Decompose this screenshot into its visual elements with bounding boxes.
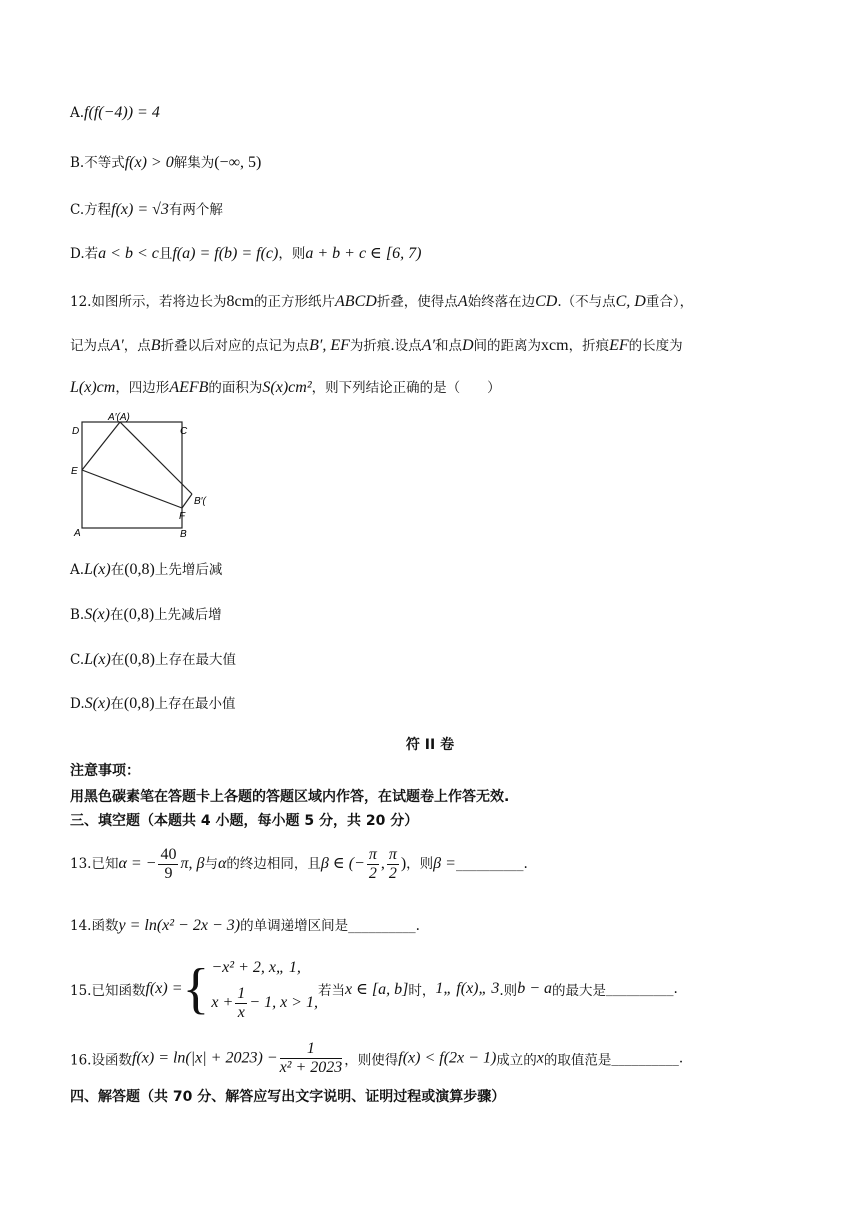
option-label: A. — [70, 562, 85, 578]
math-expression: xcm — [541, 337, 569, 354]
answer-blank[interactable]: __________ — [348, 918, 416, 934]
math-expression: CD — [535, 293, 558, 310]
stem-text: 和点 — [434, 338, 462, 354]
stem-text: 时， — [408, 983, 436, 999]
math-expression: ABCD — [335, 293, 377, 310]
option-text: 在 — [110, 562, 125, 578]
option-label: C. — [70, 652, 85, 668]
stem-text: 折叠，使得点 — [376, 294, 458, 310]
math-expression: f(x) = — [145, 980, 183, 997]
option-text: 上存在最大值 — [154, 652, 236, 668]
math-expression: π, β — [180, 855, 205, 872]
folding-square-figure — [66, 412, 216, 540]
math-expression: f(x) < f(2x − 1) — [398, 1049, 497, 1067]
stem-text: . — [678, 1050, 684, 1067]
option-label: A. — [70, 105, 85, 121]
math-expression: D — [461, 337, 474, 354]
stem-text: 成立的 — [496, 1052, 537, 1069]
stem-text: ，则 — [406, 856, 434, 872]
left-brace: { — [182, 958, 210, 1020]
math-expression: C, D — [615, 293, 646, 310]
math-expression: (0,8) — [123, 606, 155, 623]
stem-text: 的正方形纸片 — [254, 294, 336, 310]
fraction-denominator: x — [237, 1003, 245, 1021]
math-expression: f(x) = ln(|x| + 2023) − — [131, 1049, 278, 1067]
label-C: C — [180, 426, 188, 437]
part3-title: 三、填空题（本题共 4 小题，每小题 5 分，共 20 分） — [70, 813, 419, 829]
stem-text: 的最大是 — [551, 983, 606, 999]
label-A: A — [74, 528, 81, 539]
q16 — [70, 1040, 683, 1077]
fraction — [367, 846, 379, 883]
stem-text: 的单调递增区间是 — [240, 918, 349, 934]
stem-text: . — [415, 918, 420, 934]
q11-option-a — [70, 104, 160, 122]
math-expression: x + — [211, 994, 234, 1011]
math-expression: L(x) — [84, 561, 111, 578]
fraction-numerator: 1 — [237, 984, 246, 1002]
math-expression: − 1, x > 1, — [249, 994, 318, 1011]
math-expression: 1„ f(x)„ 3 — [435, 980, 500, 997]
piecewise-case-2 — [211, 984, 318, 1022]
q11-option-b — [70, 151, 261, 172]
q12-option-c — [70, 648, 236, 669]
q12-option-b — [70, 603, 222, 624]
option-text: 上先增后减 — [154, 562, 223, 578]
answer-blank[interactable]: __________ — [455, 856, 524, 872]
math-expression: S(x)cm² — [262, 379, 312, 396]
answer-blank[interactable]: __________ — [605, 981, 674, 997]
stem-text: 与 — [204, 856, 218, 872]
math-expression: , — [380, 855, 385, 872]
section-title: 符 II 卷 — [405, 737, 455, 753]
piecewise-cases — [211, 956, 318, 1022]
stem-text: 为折痕.设点 — [349, 338, 422, 354]
q12-option-a — [70, 558, 222, 579]
option-label: C.方程 — [70, 202, 112, 218]
option-label: D.若 — [70, 246, 99, 262]
math-expression: (0,8) — [124, 651, 155, 668]
q12-option-d — [70, 692, 236, 713]
math-expression: A — [457, 293, 468, 310]
q11-option-c — [70, 198, 223, 219]
math-expression: a + b + c ∈ [6, 7) — [305, 245, 422, 262]
math-expression: α = − — [118, 855, 157, 872]
stem-text: 若当 — [317, 983, 345, 999]
math-expression: B′, EF — [309, 337, 350, 354]
math-expression: b − a — [517, 980, 552, 997]
option-text: 在 — [109, 607, 124, 623]
fraction — [280, 1040, 343, 1077]
stem-text: ，则下列结论正确的是（ ） — [311, 380, 501, 396]
fraction-numerator: 1 — [280, 1040, 343, 1059]
math-expression: x — [536, 1049, 544, 1067]
math-expression: S(x) — [84, 695, 111, 712]
math-expression: (0,8) — [124, 561, 155, 578]
fraction-numerator: 40 — [160, 846, 177, 863]
math-expression: f(x) > 0 — [124, 154, 174, 171]
label-B-prime: B′( — [194, 496, 206, 507]
stem-text: . — [523, 856, 528, 872]
math-expression: A′ — [421, 337, 435, 354]
label-F: F — [179, 511, 186, 522]
math-expression: A′ — [110, 337, 124, 354]
stem-text: 16.设函数 — [70, 1052, 132, 1069]
math-expression: f(x) = √3 — [111, 201, 169, 218]
option-text: 解集为 — [173, 155, 215, 171]
stem-text: ，四边形 — [115, 380, 170, 396]
option-text: 在 — [110, 696, 124, 712]
stem-text: 15.已知函数 — [70, 983, 146, 999]
q13 — [70, 846, 528, 883]
stem-text: 的长度为 — [628, 338, 683, 354]
math-expression: α — [217, 855, 227, 872]
option-text: 上先减后增 — [154, 607, 222, 623]
option-text: 在 — [110, 652, 125, 668]
fraction — [158, 846, 178, 883]
math-expression: β = — [433, 855, 456, 872]
stem-text: . — [673, 981, 678, 997]
stem-text: 14.函数 — [70, 918, 119, 934]
math-expression: S(x) — [84, 606, 110, 623]
stem-text: ，点 — [123, 338, 151, 354]
label-E: E — [71, 466, 78, 477]
piecewise-case-1: −x² + 2, x„ 1, — [211, 959, 301, 976]
stem-text: ，则使得 — [344, 1052, 399, 1069]
option-text: ，则 — [278, 246, 306, 262]
part4-title: 四、解答题（共 70 分、解答应写出文字说明、证明过程或演算步骤） — [70, 1089, 506, 1105]
stem-text: 间的距离为 — [473, 338, 542, 354]
q12-stem-line3 — [70, 376, 501, 397]
math-expression: L(x) — [84, 651, 111, 668]
label-A-prime: A′(A) — [108, 412, 130, 423]
option-label: D. — [70, 696, 85, 712]
answer-blank[interactable]: __________ — [611, 1050, 679, 1067]
stem-text: 始终落在边 — [467, 294, 536, 310]
stem-text: 13.已知 — [70, 856, 119, 872]
math-expression: (−∞, 5) — [214, 154, 262, 171]
fraction-denominator: 9 — [164, 865, 173, 882]
fraction — [387, 846, 399, 883]
stem-text: 记为点 — [70, 338, 111, 354]
math-expression: EF — [609, 337, 629, 354]
fraction — [235, 985, 247, 1022]
math-expression: β ∈ (− — [320, 855, 365, 872]
stem-text: .（不与点 — [557, 294, 616, 310]
option-text: 上存在最小值 — [154, 696, 236, 712]
stem-text: 12.如图所示，若将边长为 — [70, 294, 227, 310]
stem-text: .则 — [499, 983, 518, 999]
q14 — [70, 914, 420, 935]
math-expression: L(x)cm — [70, 379, 116, 396]
fraction-denominator: 2 — [368, 865, 377, 882]
q12-stem-line1 — [70, 290, 693, 311]
stem-text: ，折痕 — [568, 338, 610, 354]
math-expression: 8cm — [226, 293, 255, 310]
option-text: 且 — [158, 246, 173, 262]
q15 — [70, 956, 678, 1022]
fraction-denominator: x² + 2023 — [279, 1059, 343, 1076]
q12-stem-line2 — [70, 334, 683, 355]
math-expression: B — [150, 337, 161, 354]
math-expression: AEFB — [169, 379, 209, 396]
option-text: 有两个解 — [168, 202, 223, 218]
stem-text: 的终边相同，且 — [226, 856, 321, 872]
math-expression: a < b < c — [98, 245, 159, 262]
option-label: B.不等式 — [70, 155, 125, 171]
math-expression: f(a) = f(b) = f(c) — [172, 245, 279, 262]
math-expression: ) — [400, 855, 407, 872]
option-label: B. — [70, 607, 85, 623]
math-expression: x ∈ [a, b] — [344, 981, 409, 998]
math-expression: f(f(−4)) = 4 — [84, 104, 160, 121]
label-B: B — [180, 529, 187, 540]
notice-heading: 注意事项： — [70, 763, 140, 779]
fraction-numerator: π — [368, 846, 377, 863]
stem-text: 重合）， — [645, 294, 694, 310]
math-expression: y = ln(x² − 2x − 3) — [118, 917, 241, 934]
fraction-numerator: π — [388, 846, 397, 863]
math-expression: (0,8) — [123, 695, 155, 712]
fraction-denominator: 2 — [388, 865, 397, 882]
label-D: D — [72, 426, 80, 437]
q11-option-d — [70, 242, 421, 263]
stem-text: 的面积为 — [208, 380, 263, 396]
stem-text: 的取值范是 — [543, 1052, 612, 1069]
notice-body: 用黑色碳素笔在答题卡上各题的答题区域内作答，在试题卷上作答无效. — [70, 789, 510, 805]
stem-text: 折叠以后对应的点记为点 — [160, 338, 310, 354]
